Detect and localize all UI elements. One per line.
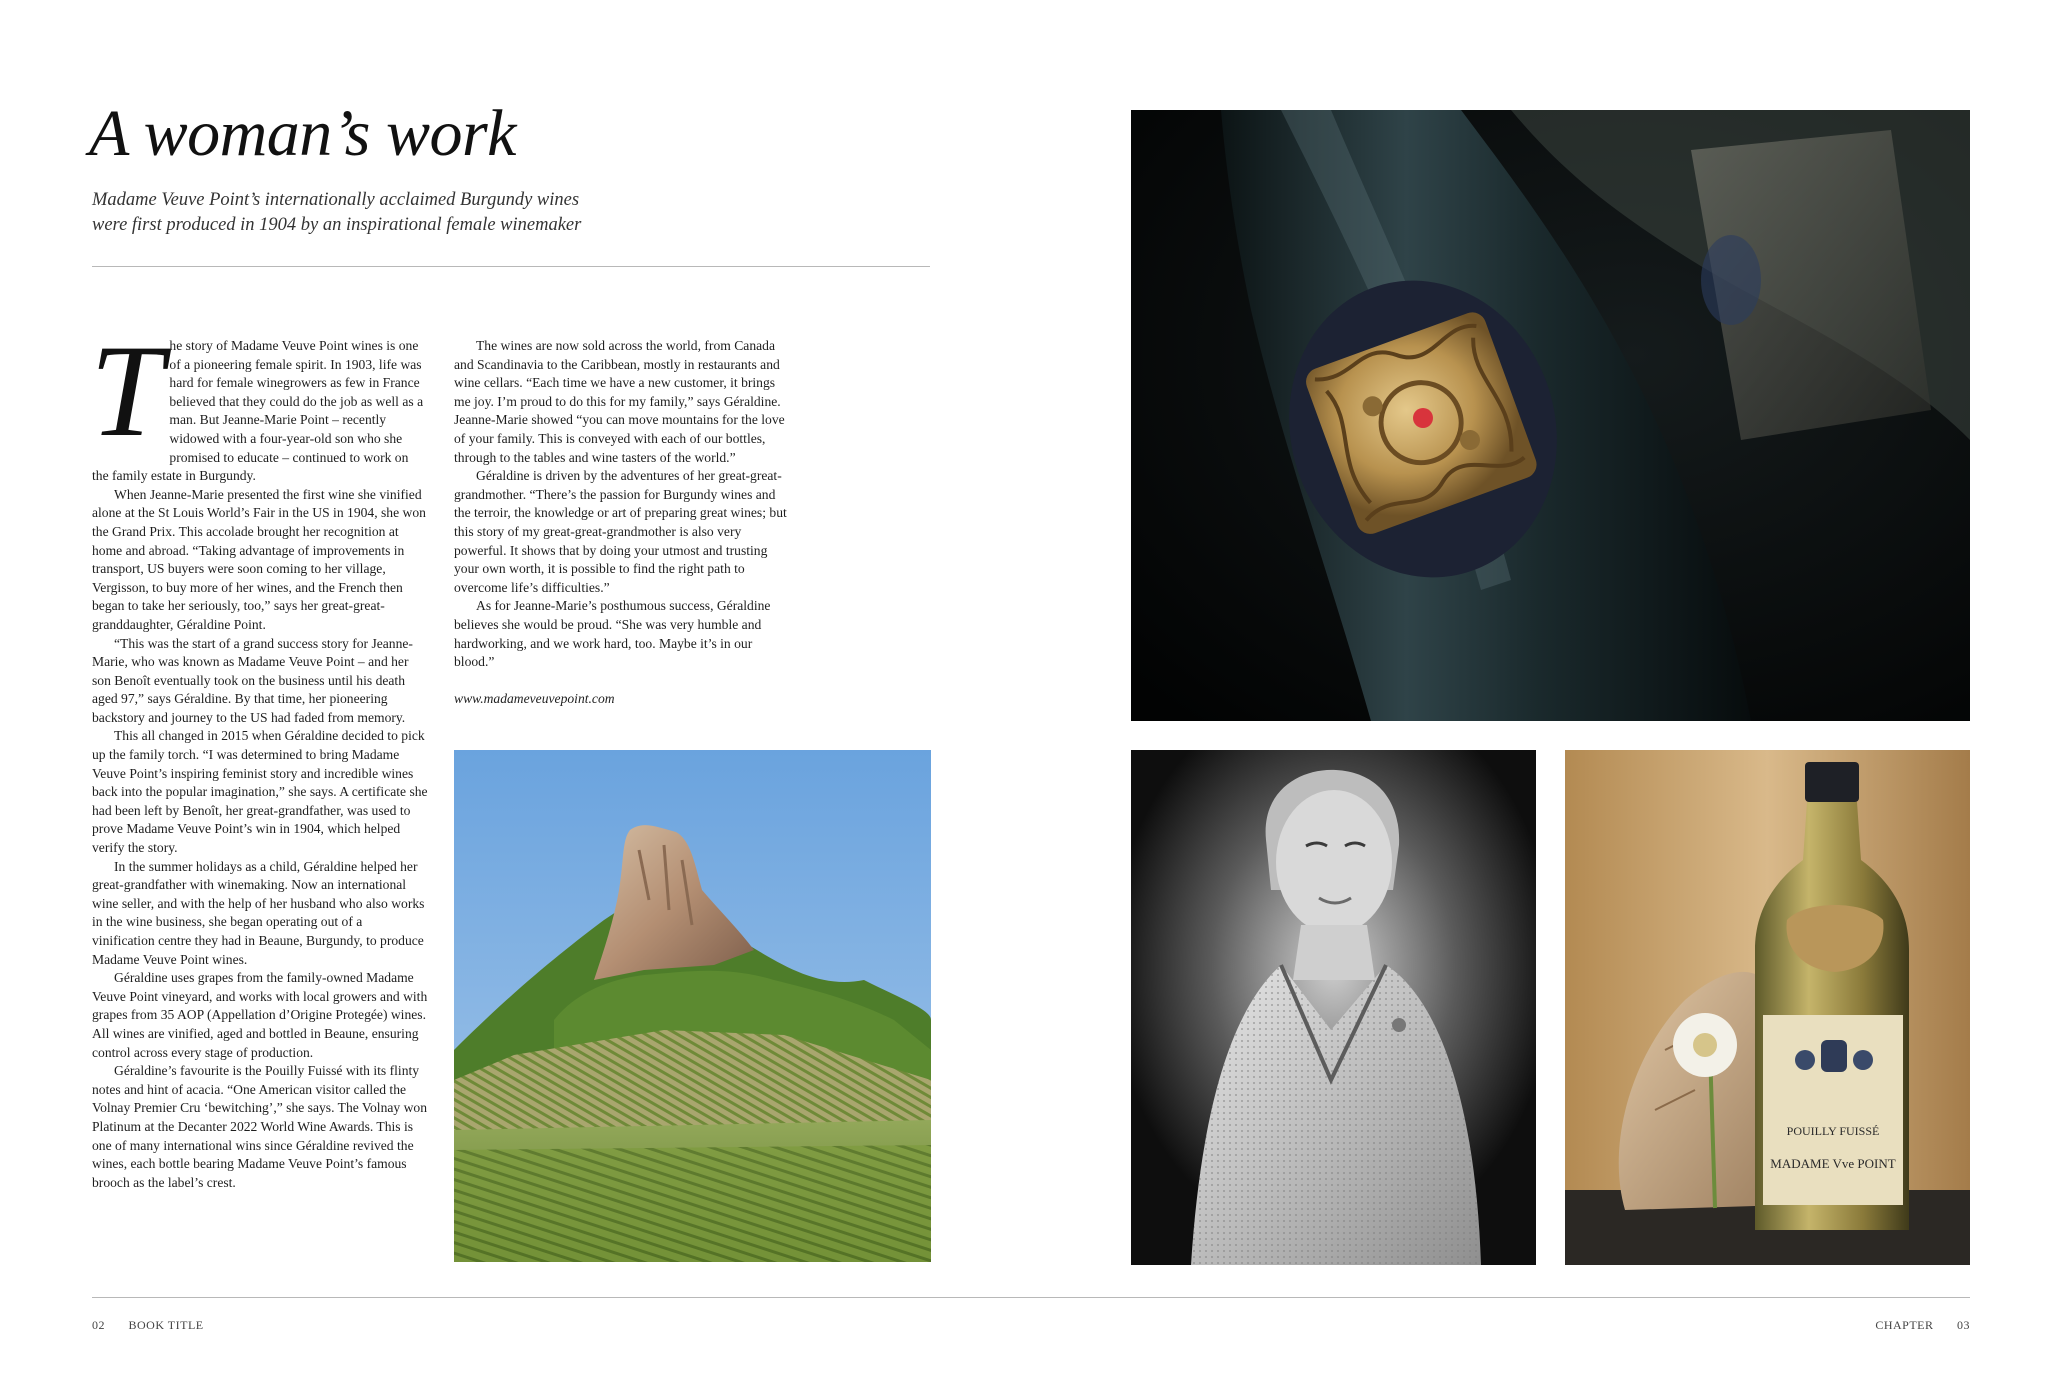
photo-wine-bottle	[1565, 750, 1970, 1265]
body-paragraph: he story of Madame Veuve Point wines is one of a pioneering female spirit. In 1903, life was hard for female winegrowers as few in France believed that they could do the job as well as a man. But Jeanne-Marie Point – recently widowed with a four-year-old son who she promised to educate – continued to work on the family estate in Burgundy.	[92, 338, 424, 484]
bottle-seal-illustration	[1131, 110, 1970, 721]
portrait-illustration	[1131, 750, 1536, 1265]
body-paragraph: When Jeanne-Marie presented the first wine she vinified alone at the St Louis World’s Fair in the US in 1904, she won the Grand Prix. This accolade brought her recognition at home and abroad. “Taking advantage of improvements in transport, US buyers were soon coming to her village, Vergisson, to buy more of her wines, and the French then began to take her seriously, too,” says her great-great-granddaughter, Géraldine Point.	[92, 486, 426, 632]
body-column-1	[90, 317, 428, 1192]
photo-bottle-seal	[1131, 110, 1970, 721]
standfirst-line: were first produced in 1904 by an inspirational female winemaker	[92, 215, 582, 235]
wine-bottle-illustration	[1565, 750, 1970, 1265]
body-paragraph: Géraldine uses grapes from the family-owned Madame Veuve Point vineyard, and works with local growers and with grapes from 35 AOP (Appellation d’Origine Protegée) wines. All wines are vinified, aged and bottled in Beaune, ensuring control across every stage of production.	[92, 970, 428, 1060]
label-brand: MADAME Vve POINT	[1770, 1156, 1896, 1171]
website-link[interactable]: www.madameveuvepoint.com	[454, 690, 615, 706]
footer-left	[92, 1318, 204, 1333]
running-title-left: BOOK TITLE	[128, 1318, 204, 1332]
article-title: A woman’s work	[89, 97, 516, 170]
header-divider	[92, 266, 930, 267]
running-title-right: CHAPTER	[1875, 1318, 1934, 1332]
photo-portrait	[1131, 750, 1536, 1265]
body-paragraph: The wines are now sold across the world, from Canada and Scandinavia to the Caribbean, mostly in restaurants and wine cellars. “Each time we have a new customer, it brings me joy. I’m proud to do this for my family,” says Géraldine. Jeanne-Marie showed “you can move mountains for the love of your family. This is conveyed with each of our bottles, through to the tables and wine tasters of the world.”	[454, 338, 785, 465]
page-number-left: 02	[92, 1318, 105, 1332]
footer-divider	[92, 1297, 1970, 1298]
standfirst	[92, 188, 612, 238]
body-paragraph: In the summer holidays as a child, Géraldine helped her great-grandfather with winemaking. Now an international wine seller, and with the help of her husband who also works in the wine business, she began operating out of a vinification centre they had in Beaune, Burgundy, to produce Madame Veuve Point wines.	[92, 858, 425, 967]
body-paragraph: As for Jeanne-Marie’s posthumous success, Géraldine believes she would be proud. “She was very humble and hardworking, and we work hard, too. Maybe it’s in our blood.”	[454, 598, 771, 670]
standfirst-line: Madame Veuve Point’s internationally acclaimed Burgundy wines	[92, 190, 580, 210]
rock-vineyard-illustration	[454, 750, 931, 1262]
body-paragraph: “This was the start of a grand success story for Jeanne-Marie, who was known as Madame Veuve Point – and her son Benoît eventually took on the business until his death aged 97,” says Géraldine. By that time, her pioneering backstory and journey to the US had faded from memory.	[92, 635, 413, 725]
label-appellation: POUILLY FUISSÉ	[1786, 1124, 1880, 1138]
footer-right	[1875, 1318, 1970, 1333]
drop-cap: T	[90, 317, 164, 464]
body-paragraph: Géraldine is driven by the adventures of her great-great-grandmother. “There’s the passion for Burgundy wines and the terroir, the knowledge or art of preparing great wines; but this story of my great-great-grandmother is also very powerful. It shows that by doing your utmost and trusting your own worth, it is possible to find the right path to overcome life’s difficulties.”	[454, 468, 787, 595]
photo-rock-vineyard	[454, 750, 931, 1262]
body-paragraph: This all changed in 2015 when Géraldine decided to pick up the family torch. “I was determined to bring Madame Veuve Point’s inspiring feminist story and incredible wines back into the popular imagination,” she says. A certificate she had been left by Benoît, her great-grandfather, was used to prove Madame Veuve Point’s win in 1904, which helped verify the story.	[92, 728, 428, 856]
page-number-right: 03	[1957, 1318, 1970, 1332]
body-paragraph: Géraldine’s favourite is the Pouilly Fuissé with its flinty notes and hint of acacia. “One American visitor called the Volnay Premier Cru ‘bewitching’,” she says. The Volnay won Platinum at the Decanter 2022 World Wine Awards. This is one of many international wins since Géraldine revived the wines, each bottle bearing Madame Veuve Point’s famous brooch as the label’s crest.	[92, 1063, 428, 1190]
body-column-2	[454, 337, 794, 708]
